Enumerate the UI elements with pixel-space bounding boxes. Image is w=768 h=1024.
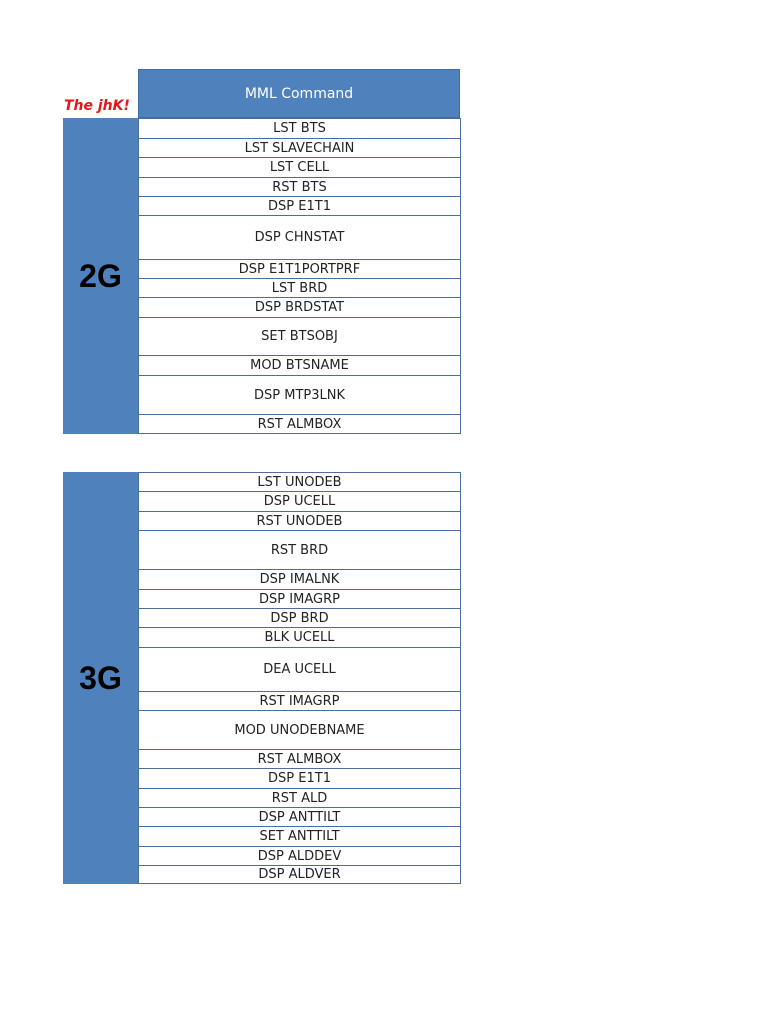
command-row: RST BRD (138, 530, 461, 569)
column-header: MML Command (138, 69, 460, 118)
command-row: MOD BTSNAME (138, 355, 461, 375)
command-row: DSP UCELL (138, 491, 461, 511)
section-label-cell (63, 472, 138, 884)
command-row: DSP IMALNK (138, 569, 461, 589)
section-label: 2G (79, 257, 122, 294)
command-row: RST ALD (138, 788, 461, 807)
command-row: DSP BRD (138, 608, 461, 627)
section-label: 3G (79, 659, 122, 696)
command-row: LST UNODEB (138, 472, 461, 491)
brand-label: The jhK! (64, 98, 130, 114)
section-2g (63, 118, 461, 434)
command-row: DSP IMAGRP (138, 589, 461, 608)
command-row: DSP E1T1 (138, 196, 461, 215)
command-row: RST ALMBOX (138, 414, 461, 434)
command-list (138, 118, 461, 434)
command-row: DSP MTP3LNK (138, 375, 461, 414)
command-row: LST BTS (138, 118, 461, 138)
command-row: DSP ALDDEV (138, 846, 461, 865)
command-row: DSP E1T1 (138, 768, 461, 788)
command-row: DEA UCELL (138, 647, 461, 691)
command-row: SET ANTTILT (138, 826, 461, 846)
section-3g (63, 472, 461, 884)
command-row: LST CELL (138, 157, 461, 177)
section-label-cell (63, 118, 138, 434)
command-row: MOD UNODEBNAME (138, 710, 461, 749)
command-row: LST BRD (138, 278, 461, 297)
command-row: DSP CHNSTAT (138, 215, 461, 259)
command-list (138, 472, 461, 884)
command-row: DSP ALDVER (138, 865, 461, 884)
command-row: SET BTSOBJ (138, 317, 461, 355)
command-row: DSP BRDSTAT (138, 297, 461, 317)
command-row: BLK UCELL (138, 627, 461, 647)
command-row: RST IMAGRP (138, 691, 461, 710)
command-row: RST ALMBOX (138, 749, 461, 768)
command-row: RST UNODEB (138, 511, 461, 530)
command-row: DSP ANTTILT (138, 807, 461, 826)
command-row: LST SLAVECHAIN (138, 138, 461, 157)
command-row: DSP E1T1PORTPRF (138, 259, 461, 278)
command-row: RST BTS (138, 177, 461, 196)
